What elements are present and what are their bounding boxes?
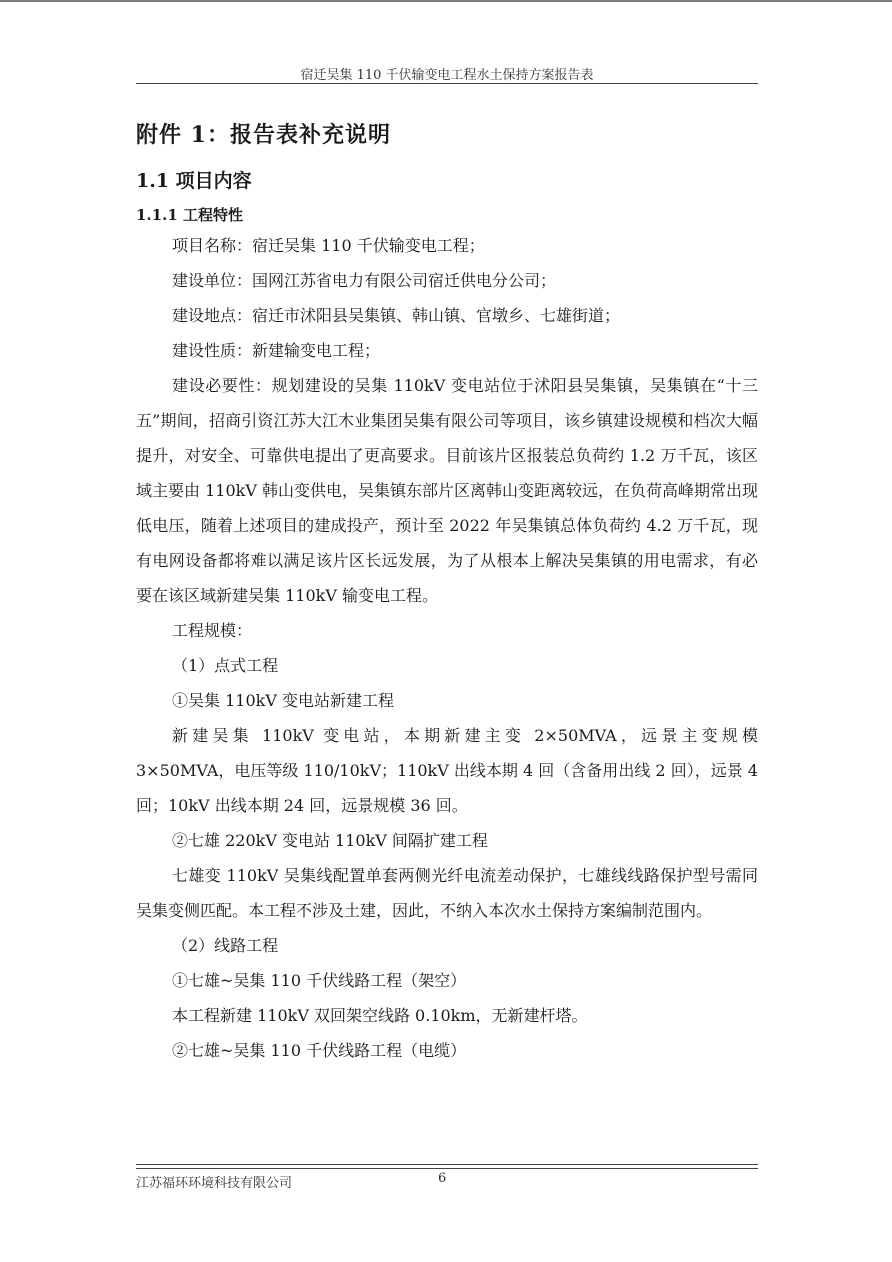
paragraph-wuji-substation-detail: 新建吴集 110kV 变电站，本期新建主变 2×50MVA，远景主变规模 3×50MVA，电压等级 110/10kV；110kV 出线本期 4 回（含备用出线 2 回），远景 4 回；10kV 出线本期 24 回，远景规模 36 回。: [136, 726, 758, 815]
paragraph-qixiong-expansion-detail: 七雄变 110kV 吴集线配置单套两侧光纤电流差动保护，七雄线线路保护型号需同吴集变侧匹配。本工程不涉及土建，因此，不纳入本次水土保持方案编制范围内。: [136, 866, 758, 920]
footer-rule-top: [136, 1164, 758, 1165]
paragraph-qixiong-expansion-title: ②七雄 220kV 变电站 110kV 间隔扩建工程: [172, 831, 488, 850]
heading-project-content: 1.1 项目内容: [136, 170, 252, 192]
paragraph-wuji-substation-title: ①吴集 110kV 变电站新建工程: [172, 691, 394, 710]
body-text: [136, 228, 758, 1068]
paragraph-line-works: （2）线路工程: [172, 936, 279, 955]
paragraph-location: 建设地点：宿迁市沭阳县吴集镇、韩山镇、官墩乡、七雄街道；: [172, 306, 621, 325]
paragraph-cable-line-title: ②七雄~吴集 110 千伏线路工程（电缆）: [172, 1041, 467, 1060]
paragraph-builder: 建设单位：国网江苏省电力有限公司宿迁供电分公司；: [172, 271, 557, 290]
paragraph-scale-label: 工程规模：: [172, 621, 253, 640]
paragraph-project-name: 项目名称：宿迁吴集 110 千伏输变电工程；: [172, 236, 485, 255]
header-rule: [136, 83, 758, 84]
paragraph-nature: 建设性质：新建输变电工程；: [172, 341, 381, 360]
paragraph-necessity: 建设必要性：规划建设的吴集 110kV 变电站位于沭阳县吴集镇，吴集镇在“十三五”期间，招商引资江苏大江木业集团吴集有限公司等项目，该乡镇建设规模和档次大幅提升，对安全、可靠供电提出了更高要求。目前该片区报装总负荷约 1.2 万千瓦，该区域主要由 110kV 韩山变供电，吴集镇东部片区离韩山变距离较远，在负荷高峰期常出现低电压，随着上述项目的建成投产，预计至 2022 年吴集镇总体负荷约 4.2 万千瓦，现有电网设备都将难以满足该片区长远发展，为了从根本上解决吴集镇的用电需求，有必要在该区域新建吴集 110kV 输变电工程。: [136, 376, 758, 605]
paragraph-overhead-line-detail: 本工程新建 110kV 双回架空线路 0.10km，无新建杆塔。: [172, 1006, 588, 1025]
heading-appendix: 附件 1：报告表补充说明: [136, 122, 391, 148]
footer-company: 江苏福环环境科技有限公司: [136, 1176, 293, 1191]
paragraph-overhead-line-title: ①七雄~吴集 110 千伏线路工程（架空）: [172, 971, 467, 990]
heading-engineering-features: 1.1.1 工程特性: [136, 206, 243, 224]
page-number: 6: [438, 1171, 447, 1186]
top-border: [0, 0, 892, 2]
running-header: 宿迁吴集 110 千伏输变电工程水土保持方案报告表: [300, 68, 594, 83]
paragraph-point-works: （1）点式工程: [172, 656, 279, 675]
footer-rule-bottom: [136, 1168, 758, 1169]
